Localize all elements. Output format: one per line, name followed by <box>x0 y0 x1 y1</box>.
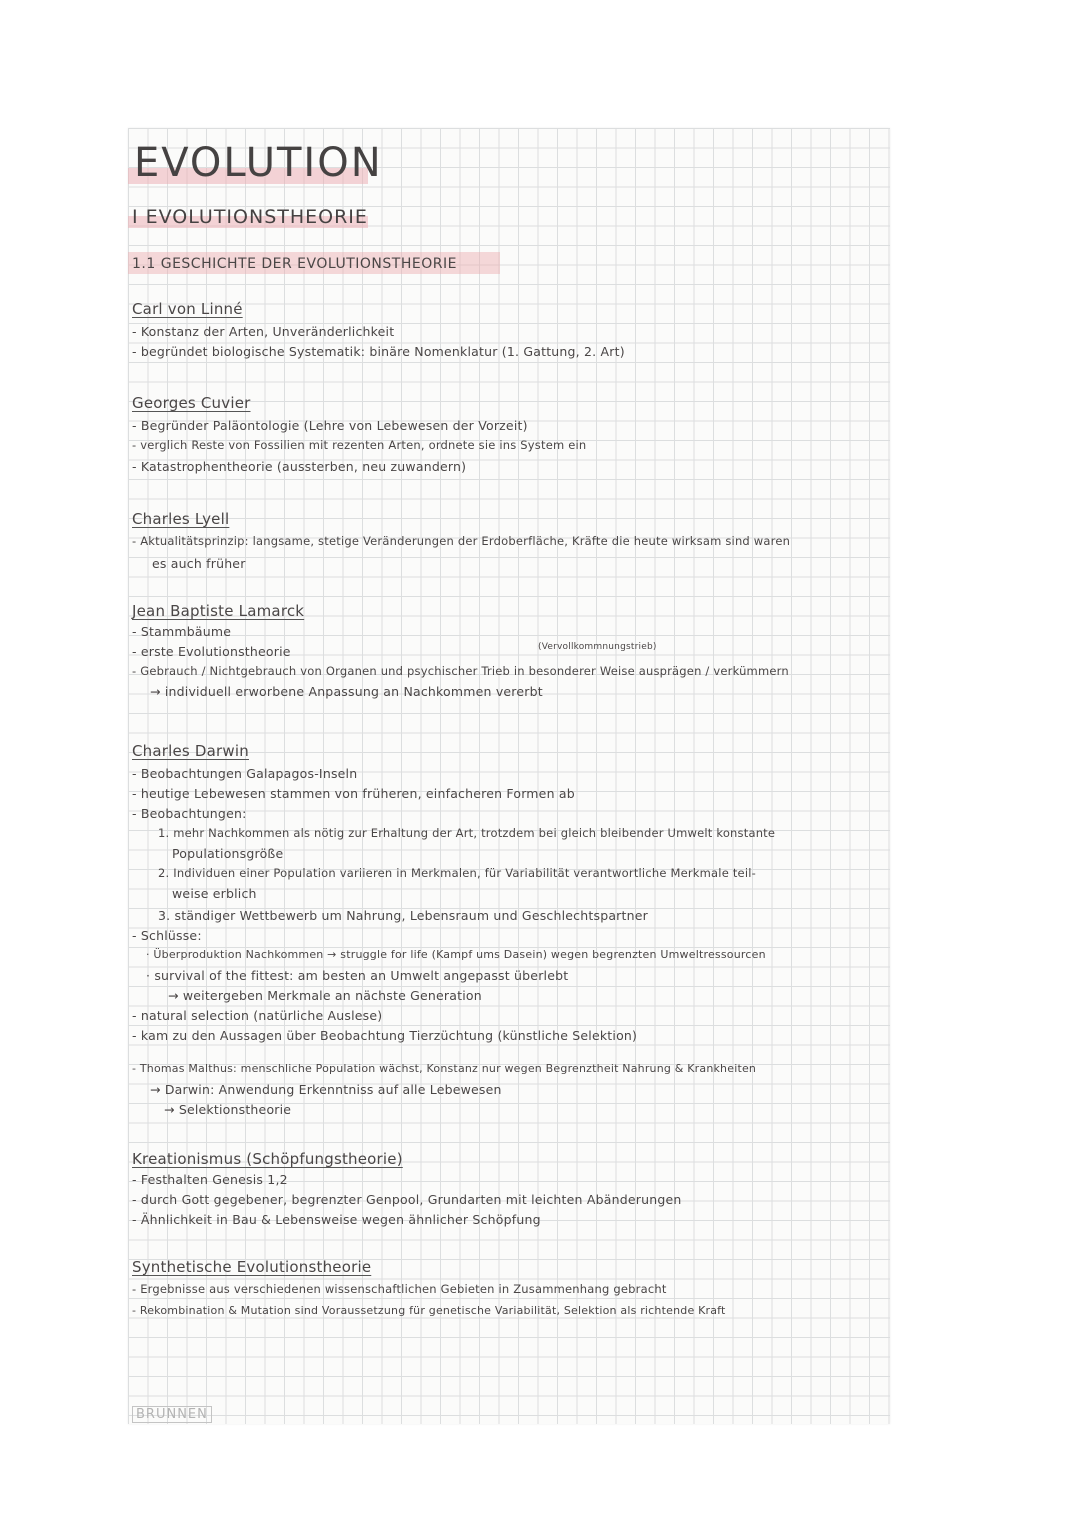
section-heading: 1.1 GESCHICHTE DER EVOLUTIONSTHEORIE <box>132 256 457 272</box>
darwin-obs-1b: Populationsgröße <box>172 846 284 861</box>
darwin-line-1: - Beobachtungen Galapagos-Inseln <box>132 766 358 781</box>
cuvier-heading: Georges Cuvier <box>132 394 251 412</box>
lamarck-line-3: - Gebrauch / Nichtgebrauch von Organen und psychischer Trieb in besonderer Weise ausprägen / verkümmern <box>132 664 789 678</box>
darwin-heading: Charles Darwin <box>132 742 249 760</box>
malthus-line-2: → Darwin: Anwendung Erkenntniss auf alle Lebewesen <box>150 1082 502 1097</box>
malthus-line-3: → Selektionstheorie <box>164 1102 292 1117</box>
notebook-page <box>128 128 890 1424</box>
lyell-line-2: es auch früher <box>152 556 246 571</box>
linne-heading: Carl von Linné <box>132 300 243 318</box>
chapter-heading: I EVOLUTIONSTHEORIE <box>132 206 368 228</box>
darwin-conclusions: - Schlüsse: <box>132 928 202 943</box>
cuvier-line-3: - Katastrophentheorie (aussterben, neu zuwandern) <box>132 459 467 474</box>
linne-line-2: - begründet biologische Systematik: binäre Nomenklatur (1. Gattung, 2. Art) <box>132 344 625 359</box>
darwin-breeding: - kam zu den Aussagen über Beobachtung Tierzüchtung (künstliche Selektion) <box>132 1028 638 1043</box>
kreationismus-line-2: - durch Gott gegebener, begrenzter Genpool, Grundarten mit leichten Abänderungen <box>132 1192 682 1207</box>
darwin-conclusion-2: · survival of the fittest: am besten an Umwelt angepasst überlebt <box>146 968 569 983</box>
kreationismus-line-1: - Festhalten Genesis 1,2 <box>132 1172 288 1187</box>
synthetische-line-2: - Rekombination & Mutation sind Voraussetzung für genetische Variabilität, Selektion als richtende Kraft <box>132 1304 726 1317</box>
cuvier-line-2: - verglich Reste von Fossilien mit rezenten Arten, ordnete sie ins System ein <box>132 438 587 452</box>
darwin-obs-1a: 1. mehr Nachkommen als nötig zur Erhaltung der Art, trotzdem bei gleich bleibender Umwelt konstante <box>158 826 776 840</box>
darwin-obs-3: 3. ständiger Wettbewerb um Nahrung, Lebensraum und Geschlechtspartner <box>158 908 648 923</box>
page-title: EVOLUTION <box>134 140 383 186</box>
lamarck-line-4: → individuell erworbene Anpassung an Nachkommen vererbt <box>150 684 543 699</box>
malthus-line-1: - Thomas Malthus: menschliche Population wächst, Konstanz nur wegen Begrenztheit Nahrung & Krankheiten <box>132 1062 757 1075</box>
cuvier-line-1: - Begründer Paläontologie (Lehre von Lebewesen der Vorzeit) <box>132 418 528 433</box>
kreationismus-heading: Kreationismus (Schöpfungstheorie) <box>132 1150 403 1168</box>
lamarck-line-2: - erste Evolutionstheorie <box>132 644 291 659</box>
darwin-conclusion-1: · Überproduktion Nachkommen → struggle for life (Kampf ums Dasein) wegen begrenzten Umweltressourcen <box>146 948 766 961</box>
darwin-line-3: - Beobachtungen: <box>132 806 247 821</box>
darwin-obs-2a: 2. Individuen einer Population variieren in Merkmalen, für Variabilität verantwortliche Merkmale teil- <box>158 866 756 880</box>
lamarck-heading: Jean Baptiste Lamarck <box>132 602 305 620</box>
kreationismus-line-3: - Ähnlichkeit in Bau & Lebensweise wegen ähnlicher Schöpfung <box>132 1212 541 1227</box>
lyell-heading: Charles Lyell <box>132 510 230 528</box>
darwin-conclusion-3: → weitergeben Merkmale an nächste Generation <box>168 988 482 1003</box>
lamarck-note: (Vervollkommnungstrieb) <box>538 642 657 652</box>
brand-stamp: BRUNNEN <box>132 1406 212 1423</box>
linne-line-1: - Konstanz der Arten, Unveränderlichkeit <box>132 324 395 339</box>
lyell-line-1: - Aktualitätsprinzip: langsame, stetige Veränderungen der Erdoberfläche, Kräfte die heute wirksam sind waren <box>132 534 791 548</box>
darwin-line-2: - heutige Lebewesen stammen von früheren, einfacheren Formen ab <box>132 786 575 801</box>
darwin-natural-selection: - natural selection (natürliche Auslese) <box>132 1008 383 1023</box>
synthetische-heading: Synthetische Evolutionstheorie <box>132 1258 372 1276</box>
lamarck-line-1: - Stammbäume <box>132 624 232 639</box>
synthetische-line-1: - Ergebnisse aus verschiedenen wissenschaftlichen Gebieten in Zusammenhang gebracht <box>132 1282 667 1296</box>
darwin-obs-2b: weise erblich <box>172 886 257 901</box>
